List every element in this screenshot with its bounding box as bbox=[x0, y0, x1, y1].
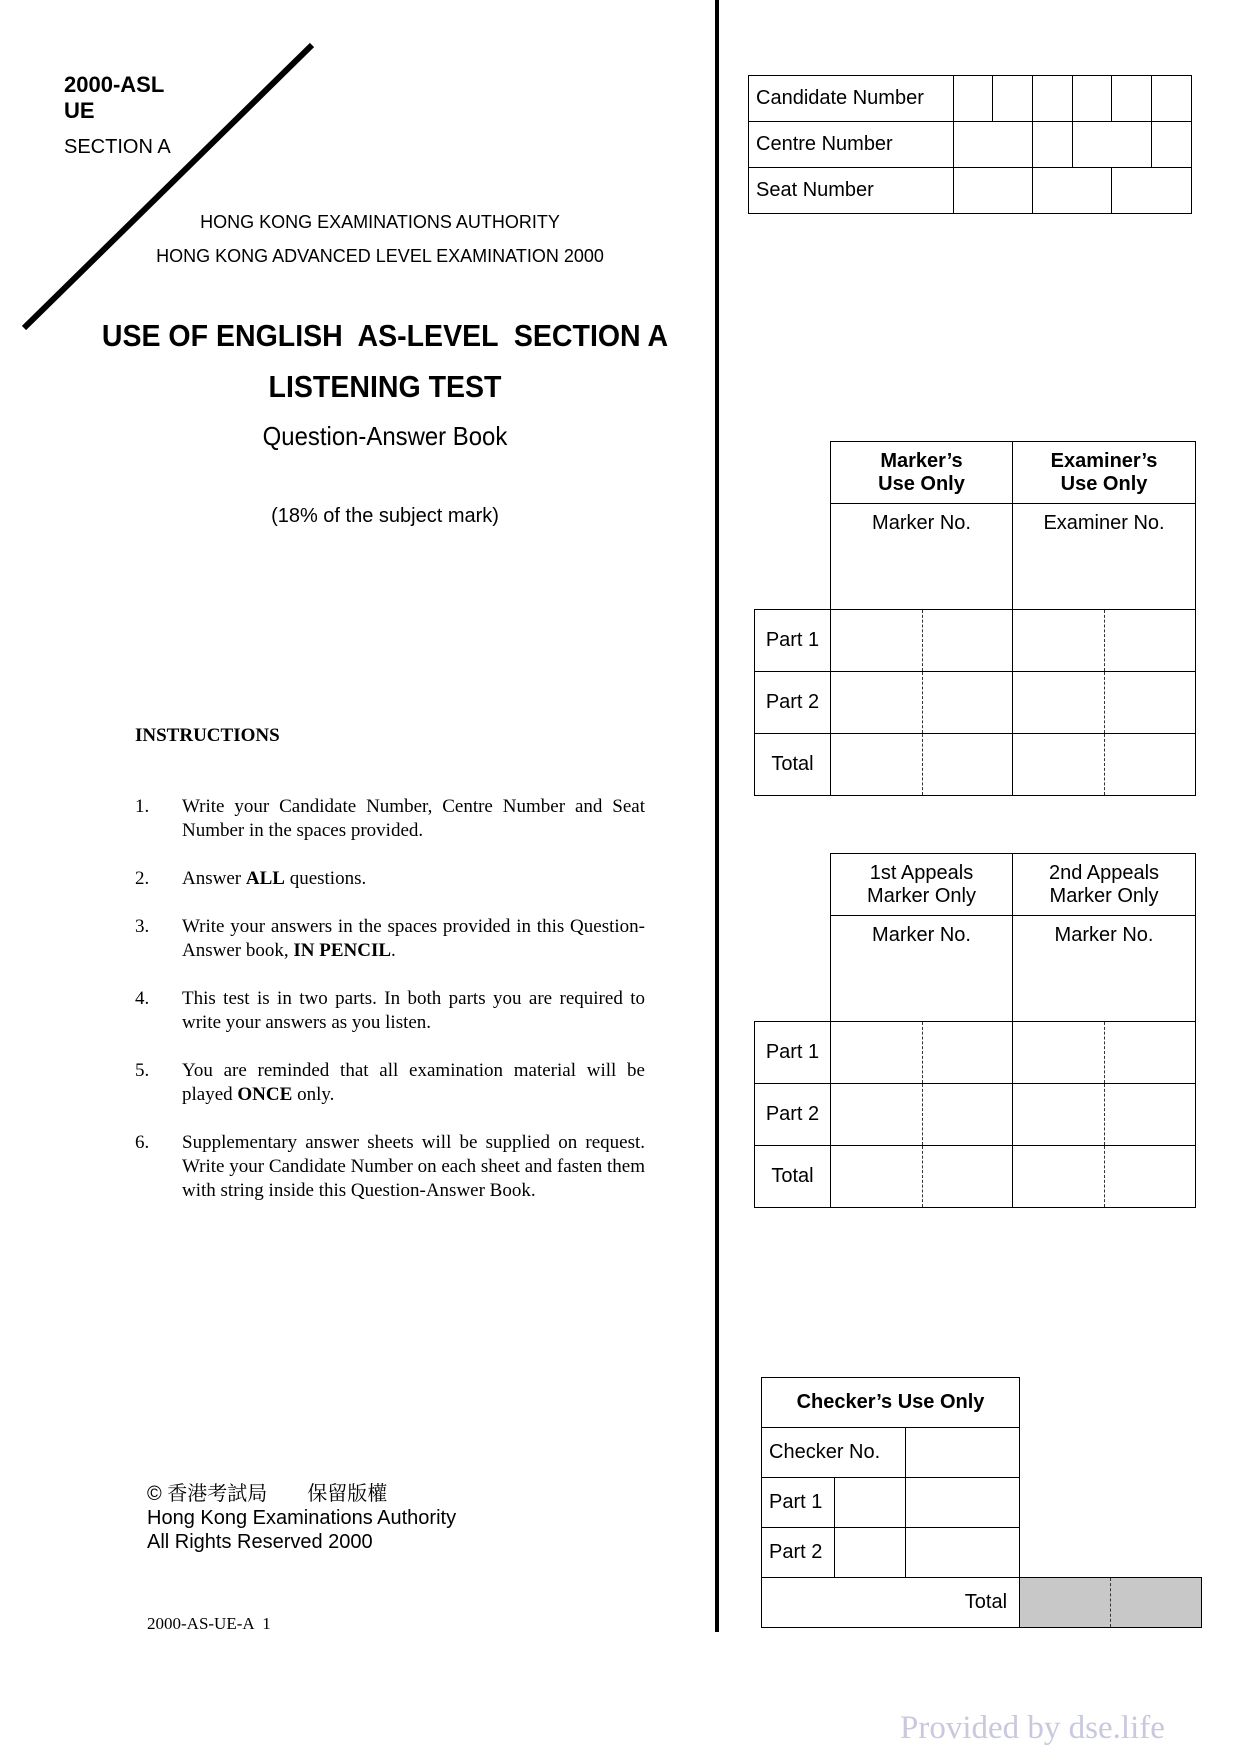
copyright-line2: Hong Kong Examinations Authority bbox=[147, 1507, 457, 1529]
mark-cell[interactable] bbox=[1013, 1022, 1105, 1084]
mark-cell[interactable] bbox=[831, 1146, 923, 1208]
examiner-use-header bbox=[1013, 442, 1196, 504]
seat-number-digit[interactable] bbox=[1112, 168, 1192, 214]
row-label-part1: Part 1 bbox=[755, 1022, 831, 1084]
mark-cell[interactable] bbox=[1013, 610, 1105, 672]
mark-cell[interactable] bbox=[923, 1022, 1013, 1084]
instruction-text-part: Write your answers in the spaces provided in this Question-Answer book, bbox=[182, 916, 645, 961]
mark-cell[interactable] bbox=[1105, 1022, 1196, 1084]
checker-no-field[interactable] bbox=[906, 1428, 1020, 1478]
row-label-part2: Part 2 bbox=[755, 1084, 831, 1146]
candidate-number-digit[interactable] bbox=[1033, 76, 1073, 122]
check-cell[interactable] bbox=[906, 1528, 1020, 1578]
seat-number-label: Seat Number bbox=[749, 168, 954, 214]
paper-code bbox=[64, 72, 164, 124]
instruction-text bbox=[182, 915, 645, 963]
mark-cell[interactable] bbox=[1105, 610, 1196, 672]
blank-corner bbox=[755, 504, 831, 610]
paper-code-line2: UE bbox=[64, 98, 95, 123]
total-cell-shaded bbox=[1111, 1578, 1202, 1628]
row-label-part2: Part 2 bbox=[755, 672, 831, 734]
instruction-item bbox=[135, 1131, 645, 1203]
total-cell-shaded bbox=[1020, 1578, 1111, 1628]
mark-cell[interactable] bbox=[1105, 672, 1196, 734]
paper-code-line1: 2000-ASL bbox=[64, 72, 165, 97]
centre-number-label: Centre Number bbox=[749, 122, 954, 168]
mark-cell[interactable] bbox=[1013, 1146, 1105, 1208]
appeal-marker-no-field[interactable]: Marker No. bbox=[831, 916, 1013, 1022]
exam-name: HONG KONG ADVANCED LEVEL EXAMINATION 2000 bbox=[156, 246, 604, 266]
candidate-number-digit[interactable] bbox=[1073, 76, 1112, 122]
second-appeals-header-line2: Marker Only bbox=[1049, 884, 1159, 907]
mark-cell[interactable] bbox=[923, 610, 1013, 672]
marker-use-header-line1: Marker’s bbox=[880, 449, 963, 472]
centre-number-digit[interactable] bbox=[1073, 122, 1152, 168]
diagonal-strike-line bbox=[0, 0, 330, 340]
instruction-emphasis: ALL bbox=[245, 868, 285, 889]
copyright-notice bbox=[147, 1482, 456, 1554]
mark-cell[interactable] bbox=[1105, 734, 1196, 796]
mark-cell[interactable] bbox=[831, 672, 923, 734]
examiner-use-header-line2: Use Only bbox=[1060, 472, 1148, 495]
checker-table bbox=[761, 1377, 1202, 1628]
blank-area bbox=[1020, 1428, 1202, 1478]
mark-cell[interactable] bbox=[831, 1084, 923, 1146]
first-appeals-header bbox=[831, 854, 1013, 916]
blank-corner bbox=[755, 916, 831, 1022]
seat-number-digit[interactable] bbox=[954, 168, 1033, 214]
instruction-number: 6. bbox=[135, 1132, 150, 1153]
row-label-total: Total bbox=[755, 1146, 831, 1208]
copyright-line1: © 香港考試局 保留版權 bbox=[147, 1483, 388, 1505]
row-label-part1: Part 1 bbox=[762, 1478, 835, 1528]
examiner-no-field[interactable]: Examiner No. bbox=[1013, 504, 1196, 610]
marker-no-field[interactable]: Marker No. bbox=[831, 504, 1013, 610]
mark-cell[interactable] bbox=[831, 734, 923, 796]
page-code: 2000-AS-UE-A 1 bbox=[147, 1614, 271, 1633]
second-appeals-header-line1: 2nd Appeals bbox=[1048, 861, 1160, 884]
instruction-number: 2. bbox=[135, 868, 150, 889]
check-cell[interactable] bbox=[906, 1478, 1020, 1528]
vertical-divider bbox=[715, 0, 719, 1632]
check-cell[interactable] bbox=[835, 1478, 906, 1528]
candidate-number-digit[interactable] bbox=[993, 76, 1033, 122]
instruction-text bbox=[182, 867, 645, 891]
mark-cell[interactable] bbox=[923, 672, 1013, 734]
instruction-text-part: You are reminded that all examination material will be played bbox=[182, 1060, 645, 1105]
instruction-number: 5. bbox=[135, 1060, 150, 1081]
mark-cell[interactable] bbox=[1105, 1146, 1196, 1208]
marker-use-header bbox=[831, 442, 1013, 504]
row-label-total: Total bbox=[755, 734, 831, 796]
instruction-number: 4. bbox=[135, 988, 150, 1009]
mark-cell[interactable] bbox=[923, 1146, 1013, 1208]
instruction-item bbox=[135, 1059, 645, 1107]
centre-number-digit[interactable] bbox=[1152, 122, 1192, 168]
instruction-item bbox=[135, 915, 645, 963]
marker-table bbox=[754, 441, 1196, 796]
instruction-text: This test is in two parts. In both parts you are required to write your answers as you listen. bbox=[182, 988, 645, 1033]
instruction-text: Write your Candidate Number, Centre Number and Seat Number in the spaces provided. bbox=[182, 796, 645, 841]
candidate-info-box bbox=[748, 75, 1192, 214]
appeals-table bbox=[754, 853, 1196, 1208]
authority-name: HONG KONG EXAMINATIONS AUTHORITY bbox=[200, 212, 560, 232]
mark-cell[interactable] bbox=[1013, 734, 1105, 796]
marker-use-header-line2: Use Only bbox=[878, 472, 965, 495]
instructions-heading: INSTRUCTIONS bbox=[135, 725, 280, 746]
copyright-line3: All Rights Reserved 2000 bbox=[147, 1531, 373, 1553]
instruction-number: 3. bbox=[135, 916, 150, 937]
blank-corner bbox=[755, 442, 831, 504]
instruction-emphasis: IN PENCIL bbox=[293, 940, 392, 961]
instruction-text-part: questions. bbox=[284, 868, 367, 889]
instruction-text: Supplementary answer sheets will be supplied on request. Write your Candidate Number on each sheet and fasten them with string inside this Question-Answer Book. bbox=[182, 1132, 645, 1201]
instruction-emphasis: ONCE bbox=[237, 1084, 293, 1105]
total-label: Total bbox=[762, 1578, 1020, 1628]
page-title-line2: LISTENING TEST bbox=[268, 369, 502, 404]
instruction-text-part: Answer bbox=[182, 868, 246, 889]
subject-weight: (18% of the subject mark) bbox=[271, 505, 499, 527]
seat-number-digit[interactable] bbox=[1033, 168, 1112, 214]
instructions-list bbox=[135, 795, 645, 1227]
mark-cell[interactable] bbox=[923, 734, 1013, 796]
page-title: USE OF ENGLISH AS-LEVEL SECTION A bbox=[101, 318, 669, 353]
first-appeals-header-line2: Marker Only bbox=[867, 884, 976, 907]
instruction-item bbox=[135, 987, 645, 1035]
mark-cell[interactable] bbox=[1013, 672, 1105, 734]
mark-cell[interactable] bbox=[831, 1022, 923, 1084]
instruction-text-part: . bbox=[391, 940, 396, 961]
blank-corner bbox=[755, 854, 831, 916]
provided-by-watermark[interactable]: Provided by dse.life bbox=[900, 1710, 1165, 1746]
instruction-item bbox=[135, 795, 645, 843]
checker-use-header: Checker’s Use Only bbox=[762, 1378, 1020, 1428]
instruction-item bbox=[135, 867, 645, 891]
appeal-marker-no-field[interactable]: Marker No. bbox=[1013, 916, 1196, 1022]
mark-cell[interactable] bbox=[923, 1084, 1013, 1146]
instruction-text bbox=[182, 1059, 645, 1107]
candidate-number-digit[interactable] bbox=[954, 76, 993, 122]
page-subtitle: Question-Answer Book bbox=[262, 421, 508, 451]
instruction-text-part: only. bbox=[292, 1084, 335, 1105]
candidate-number-digit[interactable] bbox=[1112, 76, 1152, 122]
centre-number-digit[interactable] bbox=[954, 122, 1033, 168]
row-label-part2: Part 2 bbox=[762, 1528, 835, 1578]
mark-cell[interactable] bbox=[831, 610, 923, 672]
check-cell[interactable] bbox=[835, 1528, 906, 1578]
second-appeals-header bbox=[1013, 854, 1196, 916]
section-label: SECTION A bbox=[64, 136, 171, 158]
row-label-part1: Part 1 bbox=[755, 610, 831, 672]
blank-area bbox=[1020, 1478, 1202, 1528]
examiner-use-header-line1: Examiner’s bbox=[1050, 449, 1158, 472]
blank-area bbox=[1020, 1378, 1202, 1428]
mark-cell[interactable] bbox=[1013, 1084, 1105, 1146]
candidate-number-digit[interactable] bbox=[1152, 76, 1192, 122]
blank-area bbox=[1020, 1528, 1202, 1578]
first-appeals-header-line1: 1st Appeals bbox=[869, 861, 974, 884]
candidate-number-label: Candidate Number bbox=[749, 76, 954, 122]
checker-no-label: Checker No. bbox=[762, 1428, 906, 1478]
instruction-number: 1. bbox=[135, 796, 150, 817]
mark-cell[interactable] bbox=[1105, 1084, 1196, 1146]
centre-number-digit[interactable] bbox=[1033, 122, 1073, 168]
